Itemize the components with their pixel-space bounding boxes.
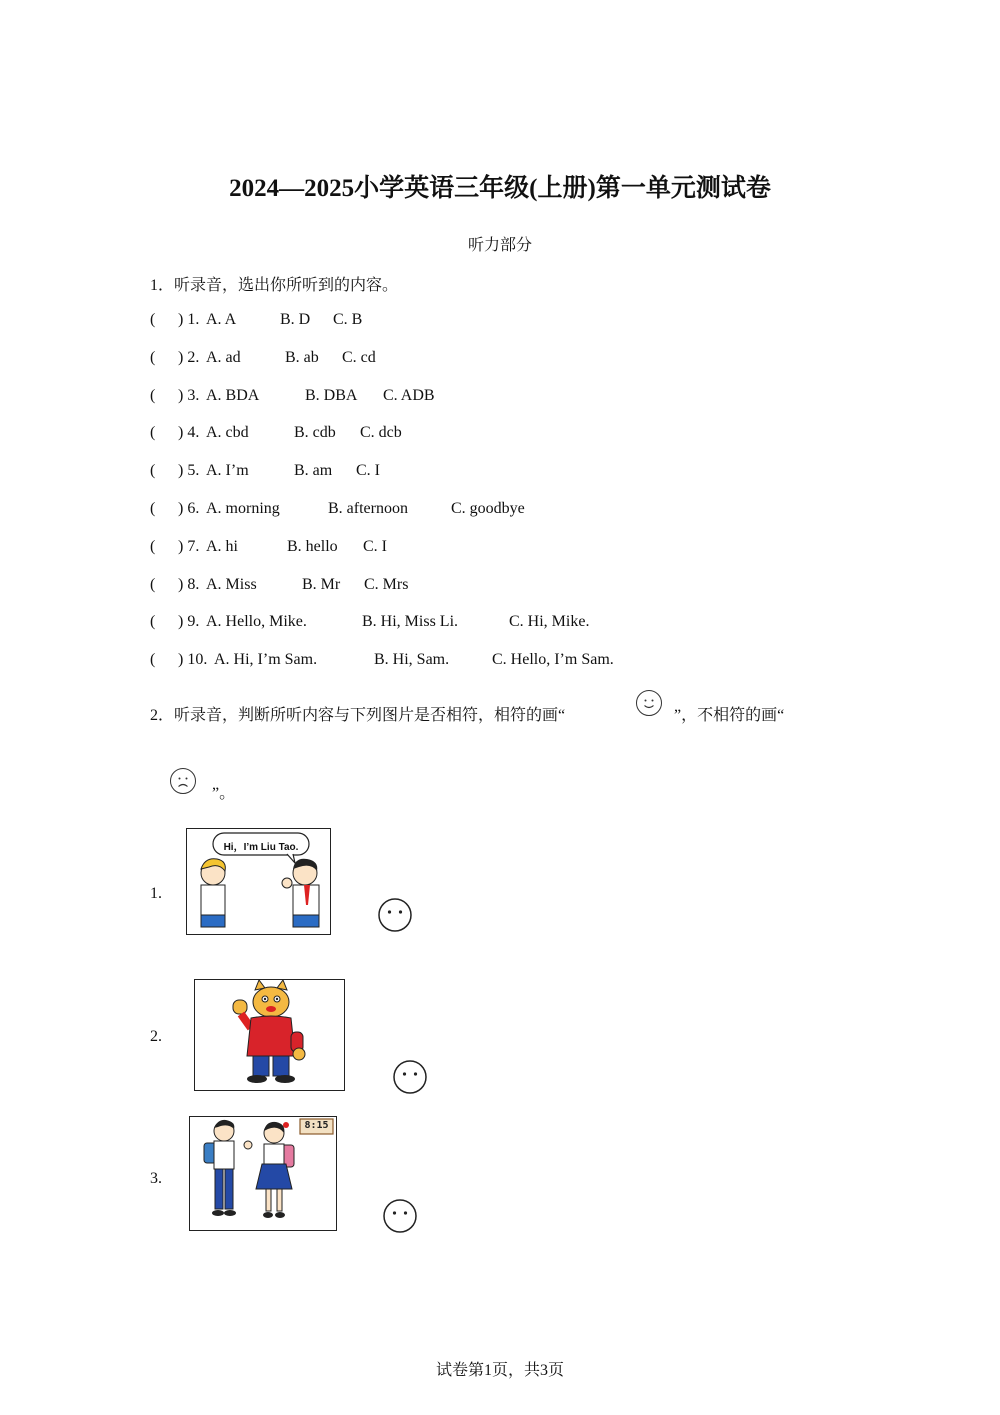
option-c: C. cd [342, 349, 376, 366]
heading-text: 2．听录音，判断所听内容与下列图片是否相符，相符的画“ [150, 707, 566, 724]
clock-time: 8:15 [304, 1120, 329, 1131]
option-a: A. ad [206, 349, 241, 366]
question-1-heading: 1．听录音，选出你所听到的内容。 [150, 277, 399, 294]
option-c: C. B [333, 311, 363, 328]
answer-paren: ( [150, 613, 156, 630]
blank-face-icon [392, 1059, 428, 1097]
answer-paren: ( [150, 576, 156, 593]
answer-paren: ( [150, 349, 156, 366]
option-b: B. DBA [305, 387, 358, 404]
section-title: 听力部分 [467, 237, 532, 254]
option-a: A. Hello, Mike. [206, 613, 307, 630]
option-a: A. Hi, I’m Sam. [214, 651, 318, 668]
option-b: B. Mr [302, 576, 341, 593]
picture-3-label: 3. [150, 1170, 162, 1187]
option-b: B. hello [287, 538, 338, 555]
option-a: A. hi [206, 538, 238, 555]
heading-text: ”。 [212, 785, 236, 802]
item-number: ) 3. [178, 387, 200, 404]
option-a: A. Miss [206, 576, 257, 593]
page-footer: 试卷第1页，共3页 [435, 1362, 564, 1379]
heading-text: ”，不相符的画“ [674, 707, 785, 724]
item-number: ) 10. [178, 651, 208, 668]
option-a: A. cbd [206, 424, 249, 441]
option-a: A. morning [206, 500, 280, 517]
answer-paren: ( [150, 651, 156, 668]
answer-paren: ( [150, 387, 156, 404]
item-number: ) 4. [178, 424, 200, 441]
sad-face-icon [170, 768, 196, 794]
question-2-heading [150, 702, 565, 725]
item-number: ) 7. [178, 538, 200, 555]
page-title: 2024—2025小学英语三年级(上册)第一单元测试卷 [229, 175, 771, 202]
picture-2 [194, 979, 345, 1091]
picture-3 [189, 1116, 337, 1231]
item-number: ) 1. [178, 311, 200, 328]
option-b: B. afternoon [328, 500, 408, 517]
option-c: C. dcb [360, 424, 402, 441]
option-b: B. ab [285, 349, 319, 366]
option-c: C. Hello, I’m Sam. [492, 651, 614, 668]
option-b: B. cdb [294, 424, 336, 441]
answer-paren: ( [150, 424, 156, 441]
picture-1 [186, 828, 331, 935]
blank-face-icon [382, 1198, 418, 1236]
option-a: A. I’m [206, 462, 249, 479]
picture-1-label: 1. [150, 885, 162, 902]
item-number: ) 6. [178, 500, 200, 517]
option-b: B. Hi, Miss Li. [362, 613, 459, 630]
option-c: C. Mrs [364, 576, 409, 593]
option-b: B. D [280, 311, 311, 328]
item-number: ) 2. [178, 349, 200, 366]
option-c: C. I [356, 462, 380, 479]
option-c: C. ADB [383, 387, 435, 404]
item-number: ) 9. [178, 613, 200, 630]
answer-paren: ( [150, 538, 156, 555]
option-a: A. BDA [206, 387, 260, 404]
item-number: ) 8. [178, 576, 200, 593]
question-2-heading-end [212, 780, 235, 803]
answer-paren: ( [150, 462, 156, 479]
speech-bubble-text: Hi，I’m Liu Tao. [223, 842, 299, 853]
option-a: A. A [206, 311, 237, 328]
answer-paren: ( [150, 500, 156, 517]
item-number: ) 5. [178, 462, 200, 479]
answer-paren: ( [150, 311, 156, 328]
option-c: C. Hi, Mike. [509, 613, 590, 630]
option-b: B. Hi, Sam. [374, 651, 450, 668]
question-2-heading-cont [674, 702, 784, 725]
smile-face-icon [636, 690, 662, 716]
picture-2-label: 2. [150, 1028, 162, 1045]
option-c: C. goodbye [451, 500, 525, 517]
blank-face-icon [377, 897, 413, 935]
option-c: C. I [363, 538, 387, 555]
option-b: B. am [294, 462, 333, 479]
